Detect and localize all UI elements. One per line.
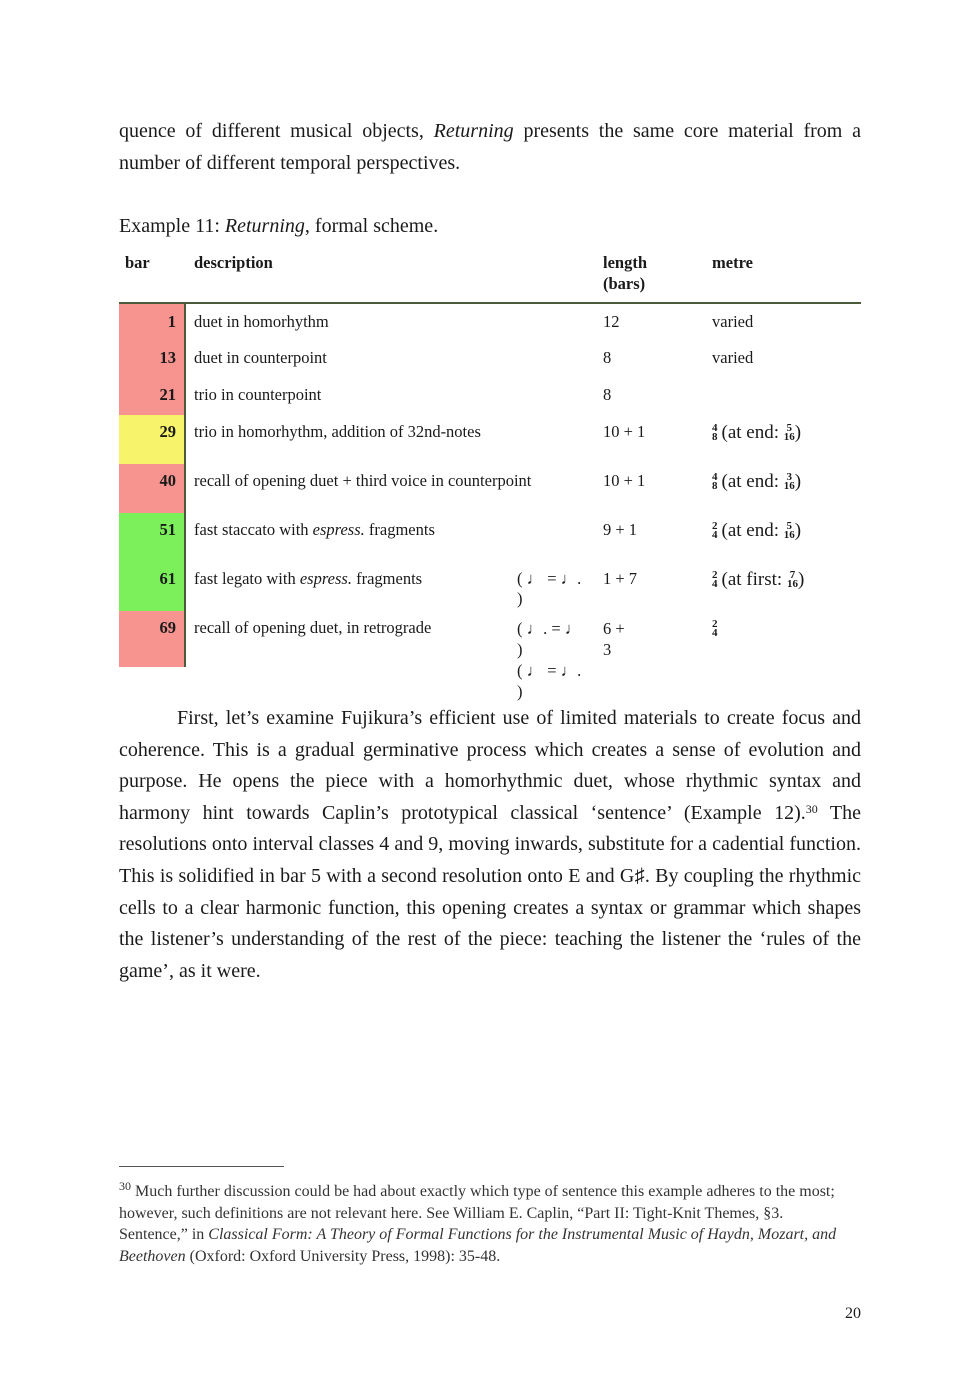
length-line-2: 3 xyxy=(603,640,612,659)
tempo-equivalence: ( ♩ = ♩. ) xyxy=(517,569,582,608)
row-metre: varied xyxy=(712,348,754,367)
caption-italic: Returning xyxy=(224,215,305,237)
alt-time-signature xyxy=(784,522,795,540)
row-length: 8 xyxy=(603,385,612,404)
metre-close: ) xyxy=(797,569,805,591)
alt-time-signature xyxy=(784,424,795,442)
table-row xyxy=(119,464,861,513)
ts-num: 2 xyxy=(712,569,718,582)
ts-den: 4 xyxy=(712,529,718,542)
row-length: 12 xyxy=(603,312,620,331)
row-description: duet in homorhythm xyxy=(194,312,329,331)
ts-den: 4 xyxy=(712,627,718,640)
ts-den: 16 xyxy=(783,480,795,493)
ts-num: 4 xyxy=(712,422,718,435)
desc-text: fragments xyxy=(351,569,423,588)
length-line-1: 6 + xyxy=(603,619,625,638)
body-text-1: First, let’s examine Fujikura’s efficient use of limited materials to create focus and coherence. This is a gradual germinative process which creates a sense of evolution and purpose. He opens the piece with a homorhythmic duet, whose rhythmic syntax and harmony hint towards Caplin’s prototypical classical ‘sentence’ (Example 12). xyxy=(119,707,861,824)
row-metre: varied xyxy=(712,312,754,331)
header-metre: metre xyxy=(712,253,753,272)
ts-num: 2 xyxy=(712,618,718,631)
metre-close: ) xyxy=(794,520,802,542)
metre-close: ) xyxy=(794,471,802,493)
metre-note: (at end: xyxy=(721,471,784,493)
table-row xyxy=(119,611,861,701)
desc-text: fragments xyxy=(364,520,435,539)
caption-suffix: , formal scheme. xyxy=(304,215,439,237)
ts-den: 8 xyxy=(712,480,718,493)
bar-number: 1 xyxy=(119,304,186,341)
row-length xyxy=(603,618,625,660)
footnote-reference[interactable]: 30 xyxy=(805,801,818,816)
ts-num: 5 xyxy=(786,520,793,533)
desc-text: fast legato with xyxy=(194,569,300,588)
time-signature xyxy=(712,571,718,589)
bar-number: 40 xyxy=(119,464,186,513)
row-metre xyxy=(712,422,801,444)
bar-number: 29 xyxy=(119,415,186,464)
ts-den: 16 xyxy=(783,431,795,444)
row-length: 8 xyxy=(603,348,612,367)
row-length: 10 + 1 xyxy=(603,471,646,490)
ts-num: 7 xyxy=(789,569,796,582)
row-description: recall of opening duet + third voice in counterpoint xyxy=(194,471,532,490)
time-signature xyxy=(712,424,718,442)
caption-prefix: Example 11: xyxy=(119,215,225,237)
row-length: 9 + 1 xyxy=(603,520,638,539)
ts-num: 5 xyxy=(786,422,793,435)
header-bar: bar xyxy=(125,253,150,272)
row-description: duet in counterpoint xyxy=(194,348,327,367)
intro-italic-title: Returning xyxy=(433,120,514,142)
row-length: 10 + 1 xyxy=(603,422,646,441)
body-text-2: The resolutions onto interval classes 4 and 9, moving inwards, substitute for a cadential function. This is solidified in bar 5 with a second resolution onto E and G♯. By coupling the rhythmic cells to a clear harmonic function, this opening creates a syntax or grammar which shapes the listener’s understanding of the rest of the piece: teaching the listener the ‘rules of the game’, as it were. xyxy=(119,801,862,982)
time-signature xyxy=(712,620,718,638)
ts-num: 3 xyxy=(786,471,793,484)
header-length-line2: (bars) xyxy=(603,274,646,293)
ts-den: 16 xyxy=(786,578,798,591)
desc-italic: espress. xyxy=(299,569,352,588)
row-description: trio in homorhythm, addition of 32nd-notes xyxy=(194,422,481,441)
ts-num: 2 xyxy=(712,520,718,533)
example-caption xyxy=(119,212,438,240)
ts-den: 8 xyxy=(712,431,718,444)
bar-number: 69 xyxy=(119,611,186,667)
page-number: 20 xyxy=(845,1305,861,1322)
footnote-text-2: (Oxford: Oxford University Press, 1998): 35-48. xyxy=(185,1247,501,1265)
footnote-text-1: Much further discussion could be had about exactly which type of sentence this example adheres to the most; however, such definitions are not relevant here. See William E. Caplin, “Part II: Tight-Knit Themes, §3. Sentence,” in xyxy=(119,1183,835,1243)
footnote-number: 30 xyxy=(119,1179,131,1193)
row-description: trio in counterpoint xyxy=(194,385,322,404)
footnote xyxy=(119,1181,854,1267)
row-metre xyxy=(712,618,722,638)
bar-number: 51 xyxy=(119,513,186,562)
row-description xyxy=(194,569,422,589)
ts-den: 16 xyxy=(783,529,795,542)
bar-number: 21 xyxy=(119,378,186,415)
time-signature xyxy=(712,473,718,491)
intro-paragraph xyxy=(119,116,861,179)
table-row xyxy=(119,378,861,415)
bar-number: 61 xyxy=(119,562,186,611)
footnote-divider xyxy=(119,1166,284,1167)
tempo-line-1: ( ♩. = ♩ ) xyxy=(517,619,582,659)
metre-close: ) xyxy=(794,422,802,444)
row-metre xyxy=(712,520,801,542)
row-description xyxy=(194,520,435,540)
intro-text-2: presents the same core material from a number of different temporal perspectives. xyxy=(119,120,861,174)
tempo-line-2: ( ♩ = ♩. ) xyxy=(517,661,582,701)
metre-note: (at first: xyxy=(721,569,787,591)
table-row xyxy=(119,341,861,378)
desc-text: fast staccato with xyxy=(194,520,313,539)
tempo-equivalence xyxy=(517,618,589,702)
footnote-italic-title: Classical Form: A Theory of Formal Functions for the Instrumental Music of Haydn, Mozart, and Beethoven xyxy=(119,1226,837,1265)
row-metre xyxy=(712,471,801,493)
metre-note: (at end: xyxy=(721,422,784,444)
header-length xyxy=(603,252,647,294)
body-paragraph xyxy=(119,703,861,987)
row-metre xyxy=(712,569,804,591)
ts-num: 4 xyxy=(712,471,718,484)
desc-italic: espress. xyxy=(312,520,365,539)
table-row xyxy=(119,562,861,611)
table-row xyxy=(119,513,861,562)
metre-note: (at end: xyxy=(721,520,784,542)
table-header xyxy=(119,250,861,304)
header-length-line1: length xyxy=(603,253,648,272)
alt-time-signature xyxy=(784,473,795,491)
alt-time-signature xyxy=(787,571,798,589)
row-length: 1 + 7 xyxy=(603,569,638,588)
table-row xyxy=(119,304,861,341)
row-description: recall of opening duet, in retrograde xyxy=(194,618,432,637)
time-signature xyxy=(712,522,718,540)
table-row xyxy=(119,415,861,464)
header-description: description xyxy=(194,253,273,272)
ts-den: 4 xyxy=(712,578,718,591)
intro-text-1: quence of different musical objects, xyxy=(119,120,434,142)
bar-number: 13 xyxy=(119,341,186,378)
